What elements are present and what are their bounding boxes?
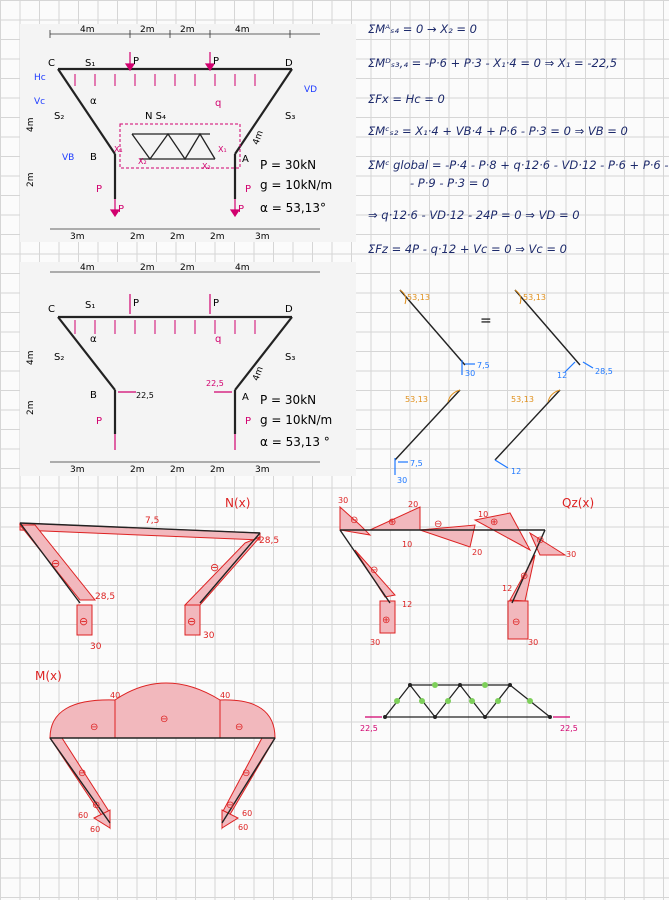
dim-bottom-2: 2m [130,465,145,475]
distributed-load [60,69,290,86]
truss-s4 [132,134,215,159]
load-p-5: P [245,184,252,195]
n-val-left: 28,5 [95,592,116,602]
val-a-2: 7,5 [477,361,490,370]
given-p: P = 30kN [260,158,317,172]
node-d: D [285,304,293,315]
load-p-2: P [213,298,220,309]
member-s1: S₁ [85,300,96,311]
truss-force-right: 22,5 [560,724,578,733]
dim-left-1: 4m [26,350,36,365]
load-p-1: P [133,298,140,309]
q-val-5: 20 [472,548,483,557]
load-p-4: P [245,416,252,427]
q-diagram-title: Qz(x) [562,496,595,510]
redundant-x2-a: X₂ [138,157,147,166]
n-sign-1: ⊖ [51,557,61,570]
structure-sketch-mid [20,262,356,476]
equation-6: - P·9 - P·3 = 0 [410,176,490,190]
q-sign-1: ⊖ [350,515,359,526]
q-val-2: 20 [408,500,419,509]
dim-left-1: 4m [26,117,36,132]
bending-moment-diagram [30,668,290,843]
load-p-2: P [213,56,220,67]
truss-force-left: 22,5 [360,724,378,733]
alpha-label: α [90,96,97,107]
load-q-label: q [215,334,222,345]
given-q: g = 10kN/m [260,178,333,192]
q-val-8: 12 [402,600,413,609]
force-left: 22,5 [136,391,154,400]
load-p-1: P [133,56,140,67]
m-val-5: 60 [242,809,253,818]
equation-1: ΣMᴬₛ₄ = 0 → X₂ = 0 [368,22,478,36]
force-decomposition [365,280,625,490]
m-val-4: 60 [90,825,101,834]
structure-sketch-top [20,24,356,242]
q-val-1: 30 [338,496,349,505]
q-val-3: 10 [402,540,413,549]
given-q: g = 10kN/m [260,413,333,427]
member-s1: S₁ [85,58,96,69]
alpha-label: α [90,334,97,345]
dim-right: 4m [251,129,266,147]
redundant-x1-b: X₁ [218,145,227,154]
shear-force-diagram [330,495,630,660]
m-sign-2: ⊖ [160,714,169,725]
n-sign-3: ⊖ [79,615,89,628]
dim-bottom-4: 2m [210,465,225,475]
m-val-3: 60 [78,811,89,820]
force-right: 22,5 [206,379,224,388]
val-d-1: 12 [511,467,522,476]
equation-2: ΣMᴰₛ₃,₄ = -P·6 + P·3 - X₁·4 = 0 ⇒ X₁ = -22,5 [368,56,618,70]
q-sign-8: ⊕ [382,615,391,626]
given-alpha: α = 53,13 ° [260,435,330,449]
val-c-2: 7,5 [410,459,423,468]
equation-4: ΣMᶜₛ₂ = X₁·4 + VB·4 + P·6 - P·3 = 0 ⇒ VB = 0 [368,124,628,138]
equation-3: ΣFx = Hc = 0 [368,92,445,106]
n-sign-2: ⊖ [210,561,220,574]
dim-bottom-5: 3m [255,232,270,242]
node-a: A [242,154,249,165]
m-sign-1: ⊖ [90,722,99,733]
q-sign-6: ⊖ [370,565,379,576]
q-val-4: 10 [478,510,489,519]
n-diagram-title: N(x) [225,496,251,510]
node-b: B [90,390,97,401]
dim-right: 4m [251,365,266,383]
truss-diagram [360,675,620,745]
q-val-9: 30 [370,638,381,647]
m-sign-3: ⊖ [235,722,244,733]
node-c: C [48,304,55,315]
dim-left-2: 2m [26,400,36,415]
equation-5: ΣMᶜ global = -P·4 - P·8 + q·12·6 - VD·12 - P·6 + P·6 - [368,158,669,172]
dim-top-4: 4m [235,25,250,35]
val-a-1: 30 [465,369,476,378]
q-sign-7: ⊕ [520,571,529,582]
redundant-x2-b: X₂ [202,162,211,171]
dim-bottom-3: 2m [170,465,185,475]
redundant-x1-a: X₁ [114,145,123,154]
dim-top-3: 2m [180,263,195,273]
q-sign-3: ⊖ [434,519,443,530]
angle-b: 53,13 [523,293,546,302]
m-sign-4: ⊖ [78,768,87,779]
member-s4: N S₄ [145,111,167,122]
reaction-vc: Vc [34,97,46,107]
val-b-1: 12 [557,371,568,380]
m-diagram-title: M(x) [35,669,62,683]
q-val-10: 30 [528,638,539,647]
dim-top-1: 4m [80,25,95,35]
m-val-1: 40 [110,691,121,700]
dim-bottom-3: 2m [170,232,185,242]
n-val-col-right: 30 [203,631,215,641]
n-val-right: 28,5 [259,536,280,546]
dim-top-1: 4m [80,263,95,273]
angle-d: 53,13 [511,395,534,404]
dim-top-2: 2m [140,25,155,35]
q-sign-5: ⊖ [536,535,545,546]
q-sign-9: ⊖ [512,617,521,628]
dim-top-3: 2m [180,25,195,35]
load-p-3: P [96,184,103,195]
q-val-6: 30 [566,550,577,559]
val-c-1: 30 [397,476,408,485]
dim-bottom-2: 2m [130,232,145,242]
dim-top-2: 2m [140,263,155,273]
m-sign-5: ⊖ [242,768,251,779]
member-s3: S₃ [285,111,296,122]
dim-bottom-5: 3m [255,465,270,475]
reaction-hc: Hc [34,73,46,83]
load-q-label: q [215,98,222,109]
member-s2: S₂ [54,352,65,363]
dim-bottom-1: 3m [70,232,85,242]
node-b: B [90,152,97,163]
node-d: D [285,58,293,69]
m-sign-6: ⊖ [92,800,101,811]
q-sign-4: ⊕ [490,517,499,528]
reaction-vd: VD [304,85,318,95]
member-s3: S₃ [285,352,296,363]
node-c: C [48,58,55,69]
load-p-4: P [118,204,125,215]
dim-bottom-1: 3m [70,465,85,475]
val-b-2: 28,5 [595,367,613,376]
normal-force-diagram [15,495,315,660]
q-sign-2: ⊕ [388,517,397,528]
given-alpha: α = 53,13° [260,201,326,215]
member-s2: S₂ [54,111,65,122]
dim-left-2: 2m [26,172,36,187]
dim-top-4: 4m [235,263,250,273]
angle-a: 53,13 [407,293,430,302]
load-p-6: P [238,204,245,215]
node-a: A [242,392,249,403]
load-p-3: P [96,416,103,427]
n-sign-4: ⊖ [187,615,197,628]
dim-bottom-4: 2m [210,232,225,242]
n-val-top: 7,5 [145,516,160,526]
m-val-6: 60 [238,823,249,832]
equals-sign: = [480,313,492,329]
angle-c: 53,13 [405,395,428,404]
given-p: P = 30kN [260,393,317,407]
equation-7: ⇒ q·12·6 - VD·12 - 24P = 0 ⇒ VD = 0 [368,208,580,222]
reaction-vb: VB [62,153,75,163]
m-sign-7: ⊖ [226,800,235,811]
equation-8: ΣFz = 4P - q·12 + Vc = 0 ⇒ Vc = 0 [368,242,567,256]
n-val-col-left: 30 [90,642,102,652]
q-val-7: 12 [502,584,513,593]
m-val-2: 40 [220,691,231,700]
